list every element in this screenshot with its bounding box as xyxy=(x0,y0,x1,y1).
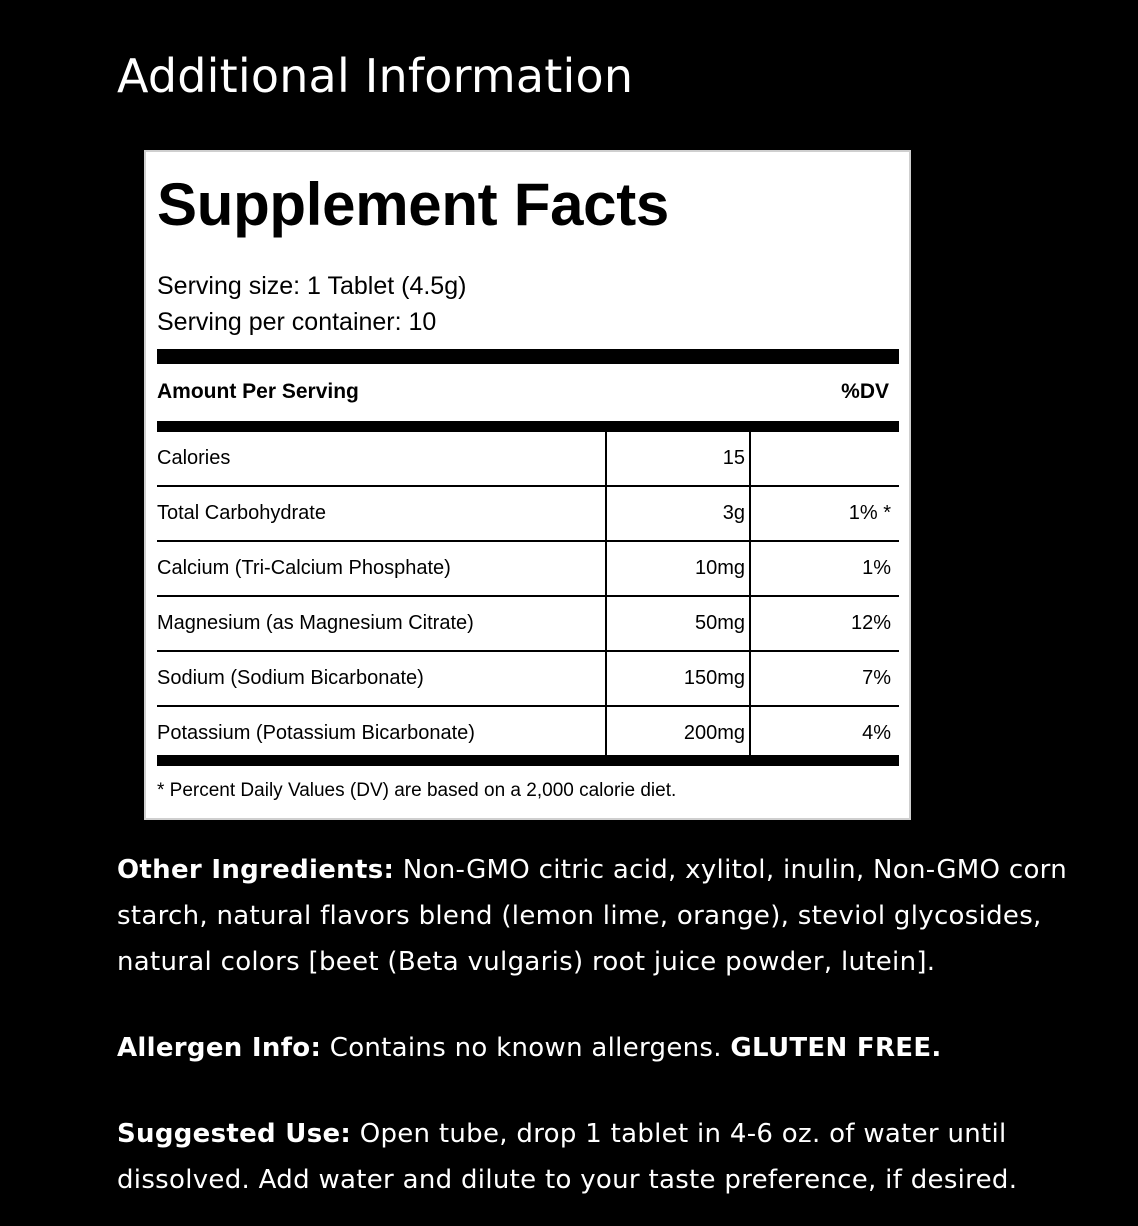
nutrient-amount: 3g xyxy=(606,486,750,541)
nutrient-daily-value xyxy=(750,432,899,486)
thick-divider-bottom xyxy=(157,755,899,766)
allergen-info-section xyxy=(117,1025,1107,1071)
nutrient-daily-value: 12% xyxy=(750,596,899,651)
servings-per-container: Serving per container: 10 xyxy=(157,308,437,336)
nutrient-daily-value: 1% * xyxy=(750,486,899,541)
table-row xyxy=(157,651,899,706)
thick-divider-top xyxy=(157,349,899,364)
allergen-info-label: Allergen Info: xyxy=(117,1033,322,1063)
other-ingredients-text: Non-GMO citric acid, xylitol, inulin, Non-GMO corn starch, natural flavors blend (lemon lime, orange), steviol glycosides, natural colors [beet (Beta vulgaris) root juice powder, lutein]. xyxy=(117,855,1067,977)
suggested-use-label: Suggested Use: xyxy=(117,1119,352,1149)
suggested-use-text: Open tube, drop 1 tablet in 4-6 oz. of water until dissolved. Add water and dilute to your taste preference, if desired. xyxy=(117,1119,1018,1195)
nutrient-daily-value: 1% xyxy=(750,541,899,596)
nutrient-daily-value: 7% xyxy=(750,651,899,706)
nutrient-daily-value: 4% xyxy=(862,722,891,744)
nutrient-amount: 150mg xyxy=(606,651,750,706)
nutrient-amount: 50mg xyxy=(606,596,750,651)
nutrient-name: Magnesium (as Magnesium Citrate) xyxy=(157,596,606,651)
nutrient-amount: 15 xyxy=(606,432,750,486)
table-row xyxy=(157,432,899,486)
other-ingredients-label: Other Ingredients: xyxy=(117,855,395,885)
supplement-facts-panel xyxy=(144,150,911,820)
daily-value-footnote: * Percent Daily Values (DV) are based on a 2,000 calorie diet. xyxy=(157,780,677,801)
nutrient-amount: 200mg xyxy=(606,706,750,760)
nutrient-name: Calcium (Tri-Calcium Phosphate) xyxy=(157,541,606,596)
serving-size: Serving size: 1 Tablet (4.5g) xyxy=(157,272,467,300)
nutrient-table xyxy=(157,432,899,760)
nutrient-name: Sodium (Sodium Bicarbonate) xyxy=(157,651,606,706)
gluten-free-note: GLUTEN FREE. xyxy=(730,1033,942,1063)
nutrient-name: Potassium (Potassium Bicarbonate) xyxy=(157,722,475,744)
nutrient-name: Calories xyxy=(157,432,606,486)
table-row xyxy=(157,541,899,596)
suggested-use-section xyxy=(117,1111,1107,1203)
nutrient-amount: 10mg xyxy=(606,541,750,596)
thick-divider-middle xyxy=(157,421,899,432)
nutrient-name: Total Carbohydrate xyxy=(157,486,606,541)
table-row xyxy=(157,706,899,760)
other-ingredients-section xyxy=(117,847,1107,985)
amount-per-serving-header: Amount Per Serving xyxy=(157,380,359,403)
page-heading: Additional Information xyxy=(117,49,634,103)
table-row xyxy=(157,596,899,651)
daily-value-header: %DV xyxy=(841,380,889,403)
supplement-facts-title: Supplement Facts xyxy=(157,171,669,238)
table-row xyxy=(157,486,899,541)
allergen-info-text: Contains no known allergens. xyxy=(321,1033,731,1063)
